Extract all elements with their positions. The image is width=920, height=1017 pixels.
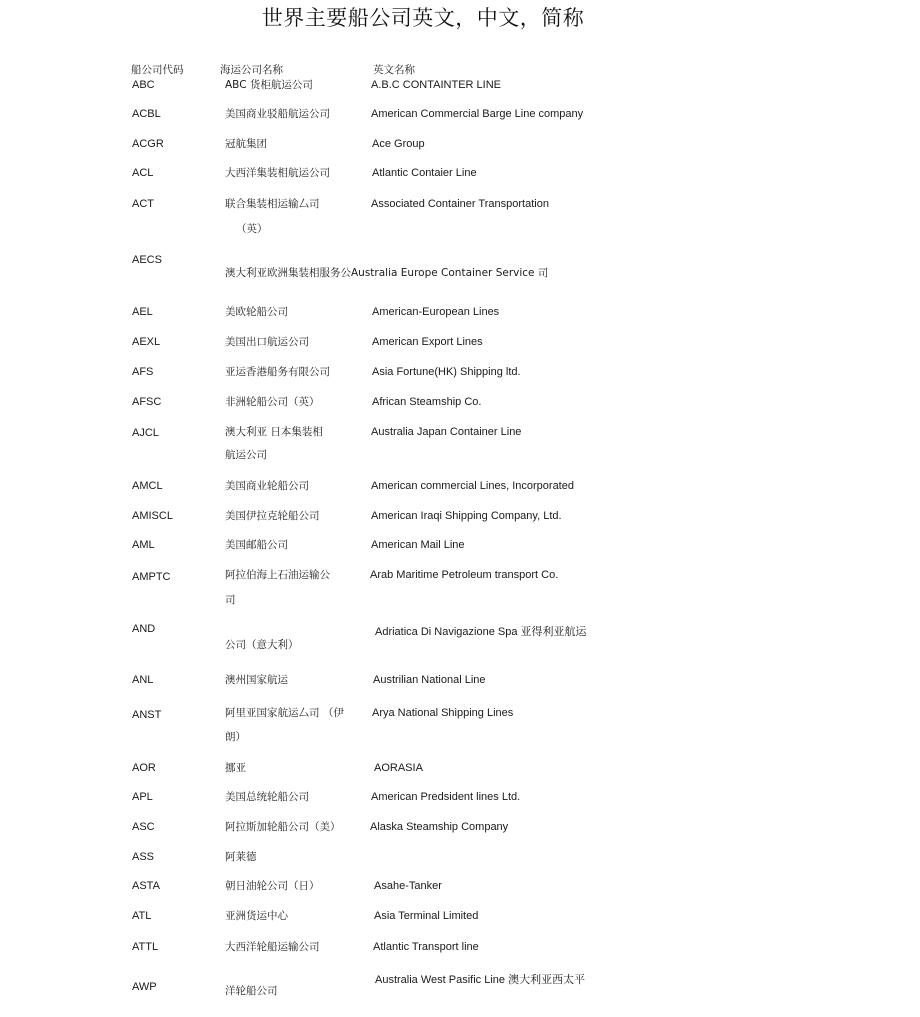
row-english-name: Asia Fortune(HK) Shipping ltd. <box>372 366 521 378</box>
row-chinese-name: 朝日油轮公司（日） <box>225 880 320 892</box>
row-english-name: A.B.C CONTAINTER LINE <box>371 79 501 91</box>
row-english-name: American commercial Lines, Incorporated <box>371 480 574 492</box>
row-code: ACGR <box>132 138 164 150</box>
row-chinese-name: 大西洋集装相航运公司 <box>225 167 330 179</box>
row-english-name: Associated Container Transportation <box>371 198 549 210</box>
row-english-name: AORASIA <box>374 762 423 774</box>
row-code: AND <box>132 623 156 635</box>
row-code: ASC <box>132 821 155 833</box>
row-code: ABC <box>132 79 155 91</box>
row-chinese-name: 挪亚 <box>225 762 246 774</box>
page-title: 世界主要船公司英文，中文，简称 <box>261 6 585 30</box>
row-english-name: Arab Maritime Petroleum transport Co. <box>370 569 559 581</box>
row-code: ATL <box>132 910 152 922</box>
row-chinese-name: 美欧轮船公司 <box>225 306 288 318</box>
row-english-name: Adriatica Di Navigazione Spa 亚得利亚航运 <box>375 626 587 638</box>
row-chinese-name: 澳州国家航运 <box>225 674 288 686</box>
row-code: AFS <box>132 366 154 378</box>
row-chinese-name: 美国出口航运公司 <box>225 336 309 348</box>
row-code: AJCL <box>132 427 159 439</box>
row-code: AMPTC <box>132 571 171 583</box>
row-chinese-name: 阿莱德 <box>225 851 257 863</box>
row-english-name: Asahe-Tanker <box>374 880 442 892</box>
row-chinese-name-cont: 航运公司 <box>225 449 267 461</box>
row-english-name: Ace Group <box>372 138 425 150</box>
row-code: AECS <box>132 254 162 266</box>
row-chinese-name-cont: 朗） <box>225 731 246 743</box>
row-chinese-name: 大西洋轮船运输公司 <box>225 941 320 953</box>
row-chinese-name: 冠航集团 <box>225 138 267 150</box>
row-english-name: African Steamship Co. <box>372 396 482 408</box>
row-english-name: Atlantic Contaier Line <box>372 167 477 179</box>
row-english-name: Asia Terminal Limited <box>374 910 479 922</box>
row-code: AWP <box>132 981 157 993</box>
row-code: AEXL <box>132 336 161 348</box>
row-code: ATTL <box>132 941 159 953</box>
row-english-name: Atlantic Transport line <box>373 941 479 953</box>
column-header-chinese: 海运公司名称 <box>220 64 283 76</box>
row-code: ACL <box>132 167 154 179</box>
row-english-name: American Mail Line <box>371 539 465 551</box>
row-chinese-name: 美国邮船公司 <box>225 539 288 551</box>
row-english-name: Australia Japan Container Line <box>371 426 522 438</box>
row-chinese-name: 阿里亚国家航运厶司 （伊 <box>225 707 344 719</box>
row-english-name: American-European Lines <box>372 306 500 318</box>
row-chinese-name: 美国伊拉克轮船公司 <box>225 510 320 522</box>
row-english-name: American Commercial Barge Line company <box>371 108 584 120</box>
row-chinese-name: ABC 货柜航运公司 <box>225 79 313 91</box>
row-english-name: Alaska Steamship Company <box>370 821 509 833</box>
row-chinese-name: 阿拉斯加轮船公司（美） <box>225 821 341 833</box>
row-code: ACT <box>132 198 154 210</box>
row-chinese-name: 澳大利亚欧洲集装相服务公Australia Europe Container Service 司 <box>225 267 549 279</box>
column-header-english: 英文名称 <box>373 64 415 76</box>
row-chinese-name-cont: 洋轮船公司 <box>225 985 278 997</box>
row-english-name: Arya National Shipping Lines <box>372 707 514 719</box>
table-header <box>0 63 920 77</box>
row-code: AMCL <box>132 480 163 492</box>
row-chinese-name: 澳大利亚 日本集装相 <box>225 426 323 438</box>
row-english-name: American Export Lines <box>372 336 483 348</box>
row-chinese-name: 美国总统轮船公司 <box>225 791 309 803</box>
row-code: ANL <box>132 674 154 686</box>
row-chinese-name: 美国商业驳船航运公司 <box>225 108 330 120</box>
row-chinese-name-cont: 公司（意大利） <box>225 639 299 651</box>
row-code: AFSC <box>132 396 162 408</box>
row-english-name: American Iraqi Shipping Company, Ltd. <box>371 510 562 522</box>
row-chinese-name: 美国商业轮船公司 <box>225 480 309 492</box>
row-code: ACBL <box>132 108 161 120</box>
row-code: ASS <box>132 851 155 863</box>
row-code: AOR <box>132 762 156 774</box>
row-code: ANST <box>132 709 162 721</box>
row-chinese-name: 非洲轮船公司（英） <box>225 396 320 408</box>
row-chinese-name: 亚运香港船务有限公司 <box>225 366 330 378</box>
row-english-name: American Predsident lines Ltd. <box>371 791 521 803</box>
row-code: AMISCL <box>132 510 173 522</box>
row-code: AML <box>132 539 155 551</box>
row-chinese-name-cont: 司 <box>225 594 236 606</box>
row-code: ASTA <box>132 880 160 892</box>
row-english-name: Australia West Pasific Line 澳大利亚西太平 <box>375 974 586 986</box>
row-chinese-name: 阿拉伯海上石油运输公 <box>225 569 330 581</box>
row-code: AEL <box>132 306 153 318</box>
column-header-code: 船公司代码 <box>131 64 184 76</box>
row-chinese-name: 亚洲货运中心 <box>225 910 288 922</box>
row-code: APL <box>132 791 153 803</box>
row-chinese-name-cont: （英） <box>236 223 268 235</box>
row-chinese-name: 联合集装相运输厶司 <box>225 198 320 210</box>
row-english-name: Austrilian National Line <box>373 674 486 686</box>
